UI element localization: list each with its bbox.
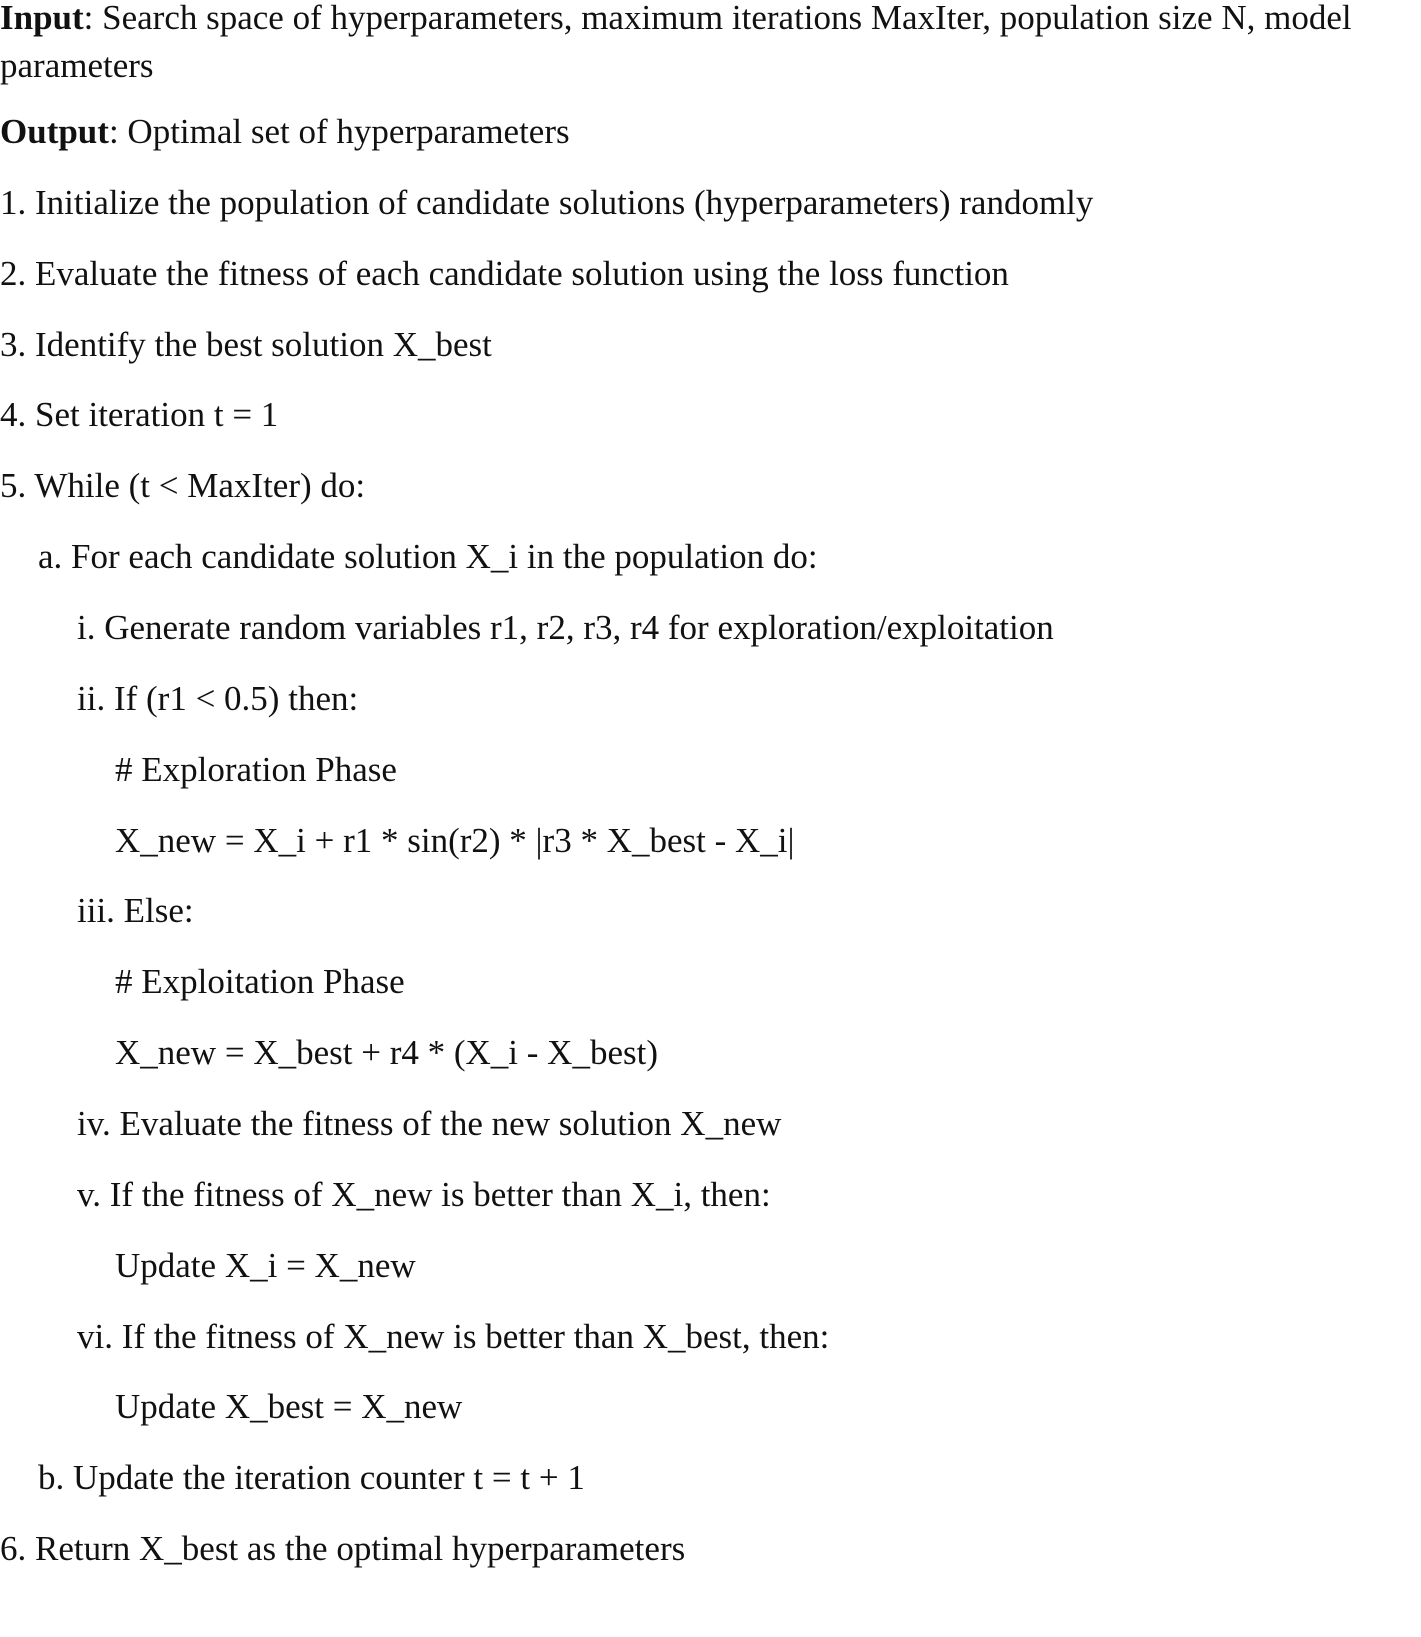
input-label: Input: [0, 0, 84, 37]
input-text: : Search space of hyperparameters, maximum iterations MaxIter, population size N, model parameters: [0, 0, 1352, 85]
step-5a-v: v. If the fitness of X_new is better than X_i, then:: [77, 1175, 771, 1214]
update-xi: Update X_i = X_new: [115, 1246, 416, 1285]
input-line: [0, 0, 1420, 90]
output-text: : Optimal set of hyperparameters: [108, 112, 570, 151]
step-5a: a. For each candidate solution X_i in the population do:: [38, 537, 818, 576]
exploitation-formula: X_new = X_best + r4 * (X_i - X_best): [115, 1033, 658, 1072]
step-5a-ii: ii. If (r1 < 0.5) then:: [77, 679, 359, 718]
step-5a-i: i. Generate random variables r1, r2, r3, r4 for exploration/exploitation: [77, 608, 1054, 647]
step-3: 3. Identify the best solution X_best: [0, 325, 492, 364]
update-xbest: Update X_best = X_new: [115, 1387, 463, 1426]
step-5: 5. While (t < MaxIter) do:: [0, 466, 366, 505]
exploitation-comment: # Exploitation Phase: [115, 962, 405, 1001]
output-line: [0, 108, 570, 156]
exploration-comment: # Exploration Phase: [115, 750, 397, 789]
step-5a-vi: vi. If the fitness of X_new is better than X_best, then:: [77, 1317, 830, 1356]
step-5a-iii: iii. Else:: [77, 891, 194, 930]
step-5a-iv: iv. Evaluate the fitness of the new solution X_new: [77, 1104, 782, 1143]
step-2: 2. Evaluate the fitness of each candidate solution using the loss function: [0, 254, 1009, 293]
step-6: 6. Return X_best as the optimal hyperparameters: [0, 1529, 686, 1568]
output-label: Output: [0, 112, 109, 151]
step-5b: b. Update the iteration counter t = t + 1: [38, 1458, 585, 1497]
step-1: 1. Initialize the population of candidate solutions (hyperparameters) randomly: [0, 183, 1094, 222]
exploration-formula: X_new = X_i + r1 * sin(r2) * |r3 * X_best - X_i|: [115, 821, 795, 860]
step-4: 4. Set iteration t = 1: [0, 395, 279, 434]
